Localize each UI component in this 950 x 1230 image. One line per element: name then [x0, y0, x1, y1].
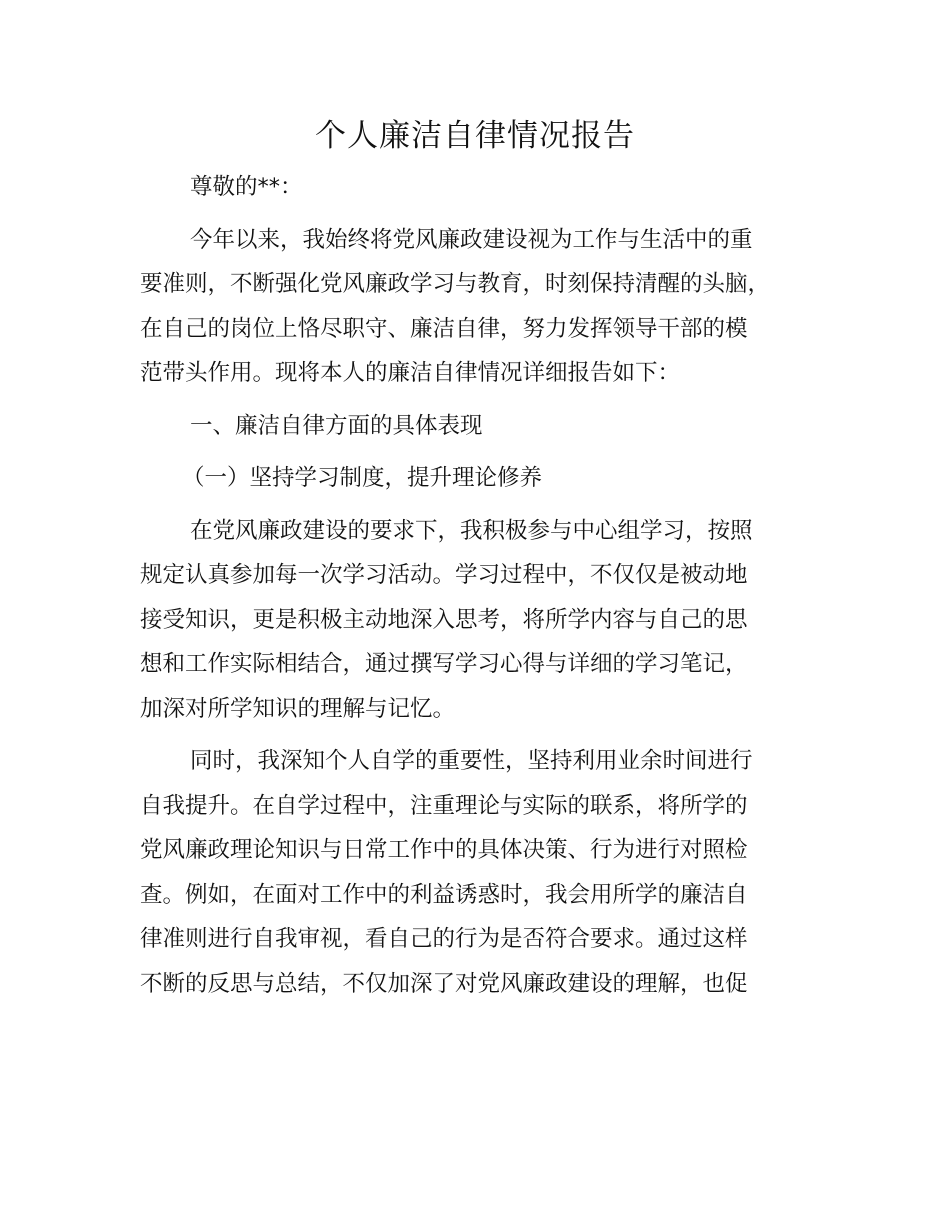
paragraph-self-study [140, 739, 820, 1006]
paragraph-line: 接受知识，更是积极主动地深入思考，将所学内容与自己的思 [140, 606, 748, 633]
paragraph-line: 自我提升。在自学过程中，注重理论与实际的联系，将所学的 [140, 792, 748, 819]
paragraph-line: 不断的反思与总结，不仅加深了对党风廉政建设的理解，也促 [140, 970, 748, 997]
document-body [140, 165, 820, 1006]
paragraph-line: 加深对所学知识的理解与记忆。 [140, 695, 456, 722]
paragraph-line: 在党风廉政建设的要求下，我积极参与中心组学习，按照 [190, 517, 753, 544]
intro-line: 范带头作用。现将本人的廉洁自律情况详细报告如下： [140, 360, 681, 386]
intro-line: 要准则，不断强化党风廉政学习与教育，时刻保持清醒的头脑， [140, 271, 771, 297]
salutation: 尊敬的**： [190, 174, 303, 200]
paragraph-line: 规定认真参加每一次学习活动。学习过程中，不仅仅是被动地 [140, 562, 748, 588]
paragraph-study [140, 509, 820, 732]
intro-line: 今年以来，我始终将党风廉政建设视为工作与生活中的重 [190, 226, 753, 253]
paragraph-line: 党风廉政理论知识与日常工作中的具体决策、行为进行对照检 [140, 837, 748, 863]
document-title: 个人廉洁自律情况报告 [315, 118, 635, 154]
section-heading: 一、廉洁自律方面的具体表现 [190, 412, 483, 439]
intro-paragraph [140, 218, 820, 396]
subsection-heading: （一）坚持学习制度，提升理论修养 [182, 465, 543, 491]
intro-line: 在自己的岗位上恪尽职守、廉洁自律，努力发挥领导干部的模 [140, 315, 748, 342]
paragraph-line: 律准则进行自我审视，看自己的行为是否符合要求。通过这样 [140, 926, 748, 952]
paragraph-line: 查。例如，在面对工作中的利益诱惑时，我会用所学的廉洁自 [140, 881, 748, 908]
paragraph-line: 想和工作实际相结合，通过撰写学习心得与详细的学习笔记， [140, 651, 748, 677]
paragraph-line: 同时，我深知个人自学的重要性，坚持利用业余时间进行 [190, 748, 753, 774]
